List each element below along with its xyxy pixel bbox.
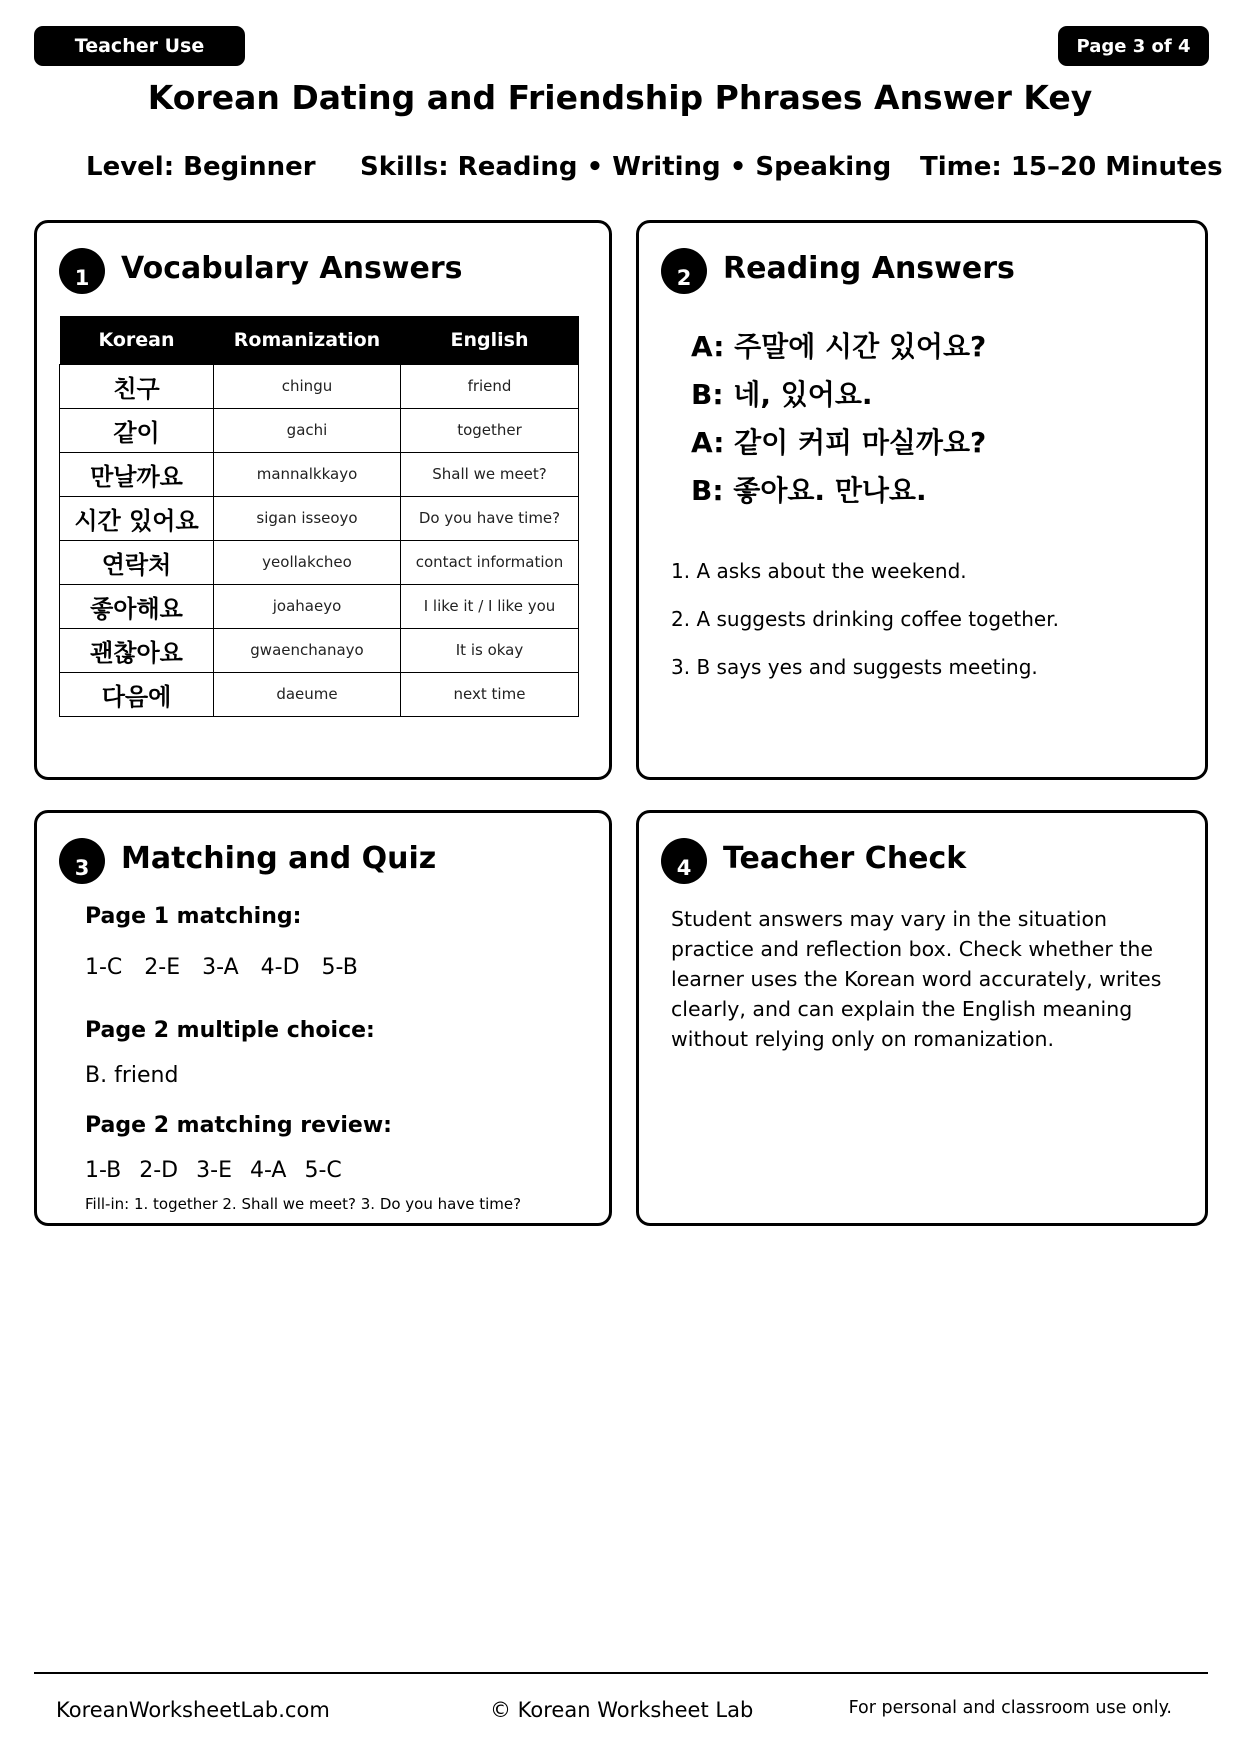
dialog-line: B: 좋아요. 만나요.	[691, 474, 927, 507]
table-row	[60, 628, 579, 672]
dialog-line: B: 네, 있어요.	[691, 378, 873, 411]
footer-site: KoreanWorksheetLab.com	[56, 1698, 330, 1722]
english-cell: Do you have time?	[401, 496, 579, 540]
page1-matching-answers	[85, 955, 380, 980]
romanization-cell: daeume	[214, 672, 401, 716]
answer-pair: 5-C	[304, 1158, 342, 1183]
table-row	[60, 540, 579, 584]
teacher-use-badge: Teacher Use	[34, 26, 245, 66]
dialog-block	[691, 323, 986, 515]
section-title: Reading Answers	[723, 251, 1015, 286]
column-header-english: English	[401, 316, 579, 364]
answer-pair: 2-D	[139, 1158, 179, 1183]
romanization-cell: sigan isseoyo	[214, 496, 401, 540]
column-header-korean: Korean	[60, 316, 214, 364]
english-cell: Shall we meet?	[401, 452, 579, 496]
table-row	[60, 364, 579, 408]
teacher-check-text: Student answers may vary in the situation practice and reflection box. Check whether the learner uses the Korean word accurately, writes clearly, and can explain the English meaning without relying only on romanization.	[671, 907, 1162, 1051]
footer-divider	[34, 1672, 1208, 1674]
english-cell: friend	[401, 364, 579, 408]
english-cell: It is okay	[401, 628, 579, 672]
multiple-choice-heading: Page 2 multiple choice:	[85, 1018, 375, 1043]
matching-review-answers	[85, 1158, 360, 1183]
column-header-romanization: Romanization	[214, 316, 401, 364]
korean-cell: 친구	[60, 364, 214, 408]
romanization-cell: chingu	[214, 364, 401, 408]
page-number-badge: Page 3 of 4	[1058, 26, 1209, 66]
matching-quiz-card	[34, 810, 612, 1226]
korean-cell: 시간 있어요	[60, 496, 214, 540]
korean-cell: 만날까요	[60, 452, 214, 496]
english-cell: next time	[401, 672, 579, 716]
section-number-badge: 4	[661, 838, 707, 884]
vocabulary-table	[59, 316, 579, 717]
answer-pair: 3-A	[202, 955, 239, 980]
romanization-cell: yeollakcheo	[214, 540, 401, 584]
answer-pair: 1-C	[85, 955, 123, 980]
table-header-row	[60, 316, 579, 364]
list-item: 2. A suggests drinking coffee together.	[671, 607, 1059, 631]
answer-pair: 4-D	[260, 955, 300, 980]
time-label: Time: 15–20 Minutes	[920, 152, 1223, 182]
reading-answers-card	[636, 220, 1208, 780]
romanization-cell: gwaenchanayo	[214, 628, 401, 672]
section-number-badge: 2	[661, 248, 707, 294]
romanization-cell: gachi	[214, 408, 401, 452]
table-row	[60, 496, 579, 540]
footer-copyright: © Korean Worksheet Lab	[490, 1698, 754, 1722]
fill-in-answers: Fill-in: 1. together 2. Shall we meet? 3. Do you have time?	[85, 1195, 522, 1213]
answer-pair: 5-B	[321, 955, 358, 980]
table-row	[60, 408, 579, 452]
table-row	[60, 452, 579, 496]
answer-pair: 4-A	[249, 1158, 287, 1183]
section-title: Matching and Quiz	[121, 841, 437, 876]
list-item: 1. A asks about the weekend.	[671, 559, 967, 583]
section-number-badge: 1	[59, 248, 105, 294]
footer-usage-note: For personal and classroom use only.	[848, 1698, 1172, 1718]
teacher-check-card	[636, 810, 1208, 1226]
korean-cell: 좋아해요	[60, 584, 214, 628]
section-title: Teacher Check	[723, 841, 967, 876]
dialog-line: A: 같이 커피 마실까요?	[691, 426, 987, 459]
list-item: 3. B says yes and suggests meeting.	[671, 655, 1038, 679]
table-row	[60, 584, 579, 628]
level-label: Level: Beginner	[86, 152, 316, 182]
reading-answer-list	[671, 558, 1059, 702]
skills-label: Skills: Reading • Writing • Speaking	[360, 152, 892, 182]
english-cell: I like it / I like you	[401, 584, 579, 628]
matching-review-heading: Page 2 matching review:	[85, 1113, 392, 1138]
korean-cell: 연락처	[60, 540, 214, 584]
english-cell: contact information	[401, 540, 579, 584]
page1-matching-heading: Page 1 matching:	[85, 904, 302, 929]
romanization-cell: joahaeyo	[214, 584, 401, 628]
korean-cell: 같이	[60, 408, 214, 452]
section-number-badge: 3	[59, 838, 105, 884]
section-title: Vocabulary Answers	[121, 251, 463, 286]
romanization-cell: mannalkkayo	[214, 452, 401, 496]
page-title: Korean Dating and Friendship Phrases Answer Key	[147, 78, 1093, 117]
vocabulary-answers-card	[34, 220, 612, 780]
answer-pair: 3-E	[196, 1158, 232, 1183]
table-row	[60, 672, 579, 716]
multiple-choice-answer: B. friend	[85, 1063, 179, 1088]
korean-cell: 괜찮아요	[60, 628, 214, 672]
dialog-line: A: 주말에 시간 있어요?	[691, 330, 987, 363]
answer-pair: 1-B	[85, 1158, 122, 1183]
answer-pair: 2-E	[144, 955, 181, 980]
english-cell: together	[401, 408, 579, 452]
korean-cell: 다음에	[60, 672, 214, 716]
